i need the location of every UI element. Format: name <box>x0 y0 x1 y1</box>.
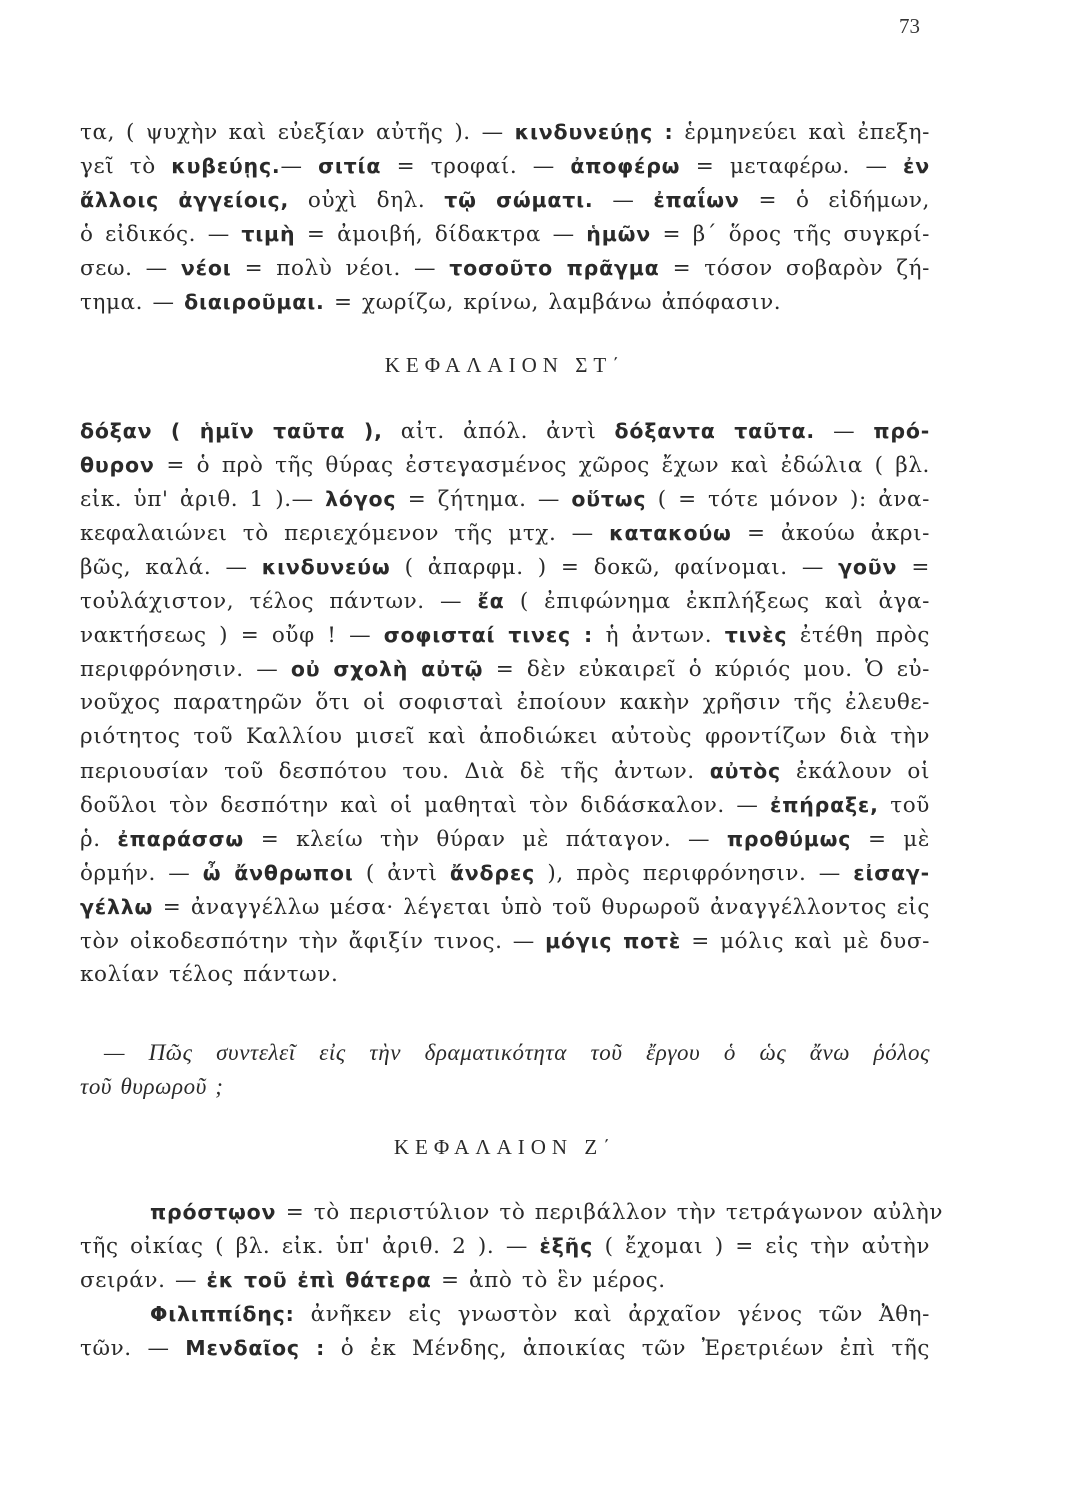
term: κατακούω <box>609 521 732 545</box>
term: λόγος <box>325 487 397 511</box>
term: ἄλλοις ἀγγείοις, <box>80 188 290 212</box>
term: τοσοῦτο πρᾶγμα <box>449 256 660 280</box>
text-line: δόξαν ( ἡμῖν ταῦτα ), αἰτ. ἀπόλ. ἀντὶ δόξαντα ταῦτα. — πρό- <box>80 419 931 444</box>
text-line: τα, ( ψυχὴν καὶ εὐεξίαν αὐτῆς ). — κινδυνεύῃς : ἑρμηνεύει καὶ ἐπεξη- <box>80 120 930 145</box>
term: κινδυνεύῃς : <box>514 120 674 144</box>
term: οὕτως <box>571 487 647 511</box>
text-line: τῶν. — Μενδαῖος : ὁ ἐκ Μένδης, ἀποικίας τῶν Ἐρετριέων ἐπὶ τῆς <box>80 1336 930 1361</box>
term: νέοι <box>180 256 232 280</box>
text-line: περιουσίαν τοῦ δεσπότου του. Διὰ δὲ τῆς ἀντων. αὐτὸς ἐκάλουν οἱ <box>80 759 930 784</box>
term: ἐν <box>903 154 931 178</box>
term: δόξαντα ταῦτα. <box>614 419 816 443</box>
text-line: ἄλλοις ἀγγείοις, οὐχὶ δηλ. τῷ σώματι. — ἐπαΐων = ὁ εἰδήμων, <box>80 188 930 213</box>
term: μόγις ποτὲ <box>545 929 682 953</box>
text-line: ὁρμήν. — ὦ ἄνθρωποι ( ἀντὶ ἄνδρες ), πρὸς περιφρόνησιν. — εἰσαγ- <box>80 861 930 886</box>
text-line: τημα. — διαιροῦμαι. = χωρίζω, κρίνω, λαμβάνω ἀπόφασιν. <box>80 290 782 315</box>
term: πρό- <box>873 419 931 443</box>
term: πρόστῳον <box>150 1200 277 1224</box>
text-line: σειράν. — ἐκ τοῦ ἐπὶ θάτερα = ἀπὸ τὸ ἓν μέρος. <box>80 1268 666 1293</box>
term: Φιλιππίδης: <box>150 1302 295 1326</box>
term: Μενδαῖος : <box>185 1336 326 1360</box>
term: οὐ σχολὴ αὐτῷ <box>290 657 484 681</box>
text-line: δοῦλοι τὸν δεσπότην καὶ οἱ μαθηταὶ τὸν διδάσκαλον. — ἐπήραξε, τοῦ <box>80 793 930 818</box>
page-text-column <box>80 0 944 1500</box>
term: ἐπαΐων <box>653 188 740 212</box>
term: ἐπαράσσω <box>117 827 245 851</box>
text-line: θυρον = ὁ πρὸ τῆς θύρας ἐστεγασμένος χῶρος ἔχων καὶ ἐδώλια ( βλ. <box>80 453 930 478</box>
page-number: 73 <box>899 14 920 38</box>
text-line: Φιλιππίδης: ἀνῆκεν εἰς γνωστὸν καὶ ἀρχαῖον γένος τῶν Ἀθη- <box>150 1302 930 1327</box>
text-line: σεω. — νέοι = πολὺ νέοι. — τοσοῦτο πρᾶγμα = τόσον σοβαρὸν ζή- <box>80 256 930 281</box>
term: θυρον <box>80 453 155 477</box>
term: κινδυνεύω <box>261 555 391 579</box>
term: γοῦν <box>838 555 898 579</box>
text-line: νακτήσεως ) = οὔφ ! — σοφισταί τινες : ἡ ἀντων. τινὲς ἐτέθη πρὸς <box>80 623 930 648</box>
text-line: τοὐλάχιστον, τέλος πάντων. — ἔα ( ἐπιφώνημα ἐκπλήξεως καὶ ἀγα- <box>80 589 930 614</box>
text-line: ῥ. ἐπαράσσω = κλείω τὴν θύραν μὲ πάταγον. — προθύμως = μὲ <box>80 827 931 852</box>
term: γέλλω <box>80 895 154 919</box>
term: ἑξῆς <box>539 1234 594 1258</box>
text-line: νοῦχος παρατηρῶν ὅτι οἱ σοφισταὶ ἐποίουν κακὴν χρῆσιν τῆς ἐλευθε- <box>80 690 930 715</box>
chapter-heading: ΚΕΦΑΛΑΙΟΝ ΣΤ΄ <box>384 353 626 377</box>
term: ἡμῶν <box>586 222 651 246</box>
term: ὦ ἄνθρωποι <box>202 861 354 885</box>
term: τινὲς <box>724 623 788 647</box>
term: τῷ σώματι. <box>444 188 594 212</box>
term: ἀποφέρω <box>570 154 681 178</box>
term: ἐκ τοῦ ἐπὶ θάτερα <box>206 1268 432 1292</box>
text-line: περιφρόνησιν. — οὐ σχολὴ αὐτῷ = δὲν εὐκαιρεῖ ὁ κύριός μου. Ὁ εὐ- <box>80 657 930 682</box>
text-line: τὸν οἰκοδεσπότην τὴν ἄφιξίν τινος. — μόγις ποτὲ = μόλις καὶ μὲ δυσ- <box>80 929 930 954</box>
term: σοφισταί τινες : <box>383 623 594 647</box>
text-line: βῶς, καλά. — κινδυνεύω ( ἀπαρφμ. ) = δοκῶ, φαίνομαι. — γοῦν = <box>80 555 930 580</box>
text-line: ὁ εἰδικός. — τιμὴ = ἀμοιβή, δίδακτρα — ἡμῶν = β΄ ὅρος τῆς συγκρί- <box>80 222 931 247</box>
question-line: — Πῶς συντελεῖ εἰς τὴν δραματικότητα τοῦ ἔργου ὁ ὡς ἄνω ῥόλος <box>104 1040 930 1065</box>
text-line: ριότητος τοῦ Καλλίου μισεῖ καὶ ἀποδιώκει αὐτοὺς φροντίζων διὰ τὴν <box>80 724 930 749</box>
term: ἔα <box>477 589 505 613</box>
term: διαιροῦμαι. <box>184 290 325 314</box>
term: δόξαν ( ἡμῖν ταῦτα ), <box>80 419 383 443</box>
term: ἄνδρες <box>449 861 536 885</box>
term: αὐτὸς <box>709 759 781 783</box>
text-line: γεῖ τὸ κυβεύῃς.— σιτία = τροφαί. — ἀποφέρω = μεταφέρω. — ἐν <box>80 154 931 179</box>
text-line: τῆς οἰκίας ( βλ. εἰκ. ὑπ' ἀριθ. 2 ). — ἑξῆς ( ἔχομαι ) = εἰς τὴν αὐτὴν <box>80 1234 931 1259</box>
term: τιμὴ <box>241 222 296 246</box>
term: κυβεύῃς. <box>171 154 281 178</box>
text-line: γέλλω = ἀναγγέλλω μέσα· λέγεται ὑπὸ τοῦ θυρωροῦ ἀναγγέλλοντος εἰς <box>80 895 930 920</box>
term: προθύμως <box>726 827 852 851</box>
chapter-heading: ΚΕΦΑΛΑΙΟΝ Ζ΄ <box>393 1135 617 1159</box>
text-line: κεφαλαιώνει τὸ περιεχόμενον τῆς μτχ. — κατακούω = ἀκούω ἀκρι- <box>80 521 930 546</box>
term: ἐπήραξε, <box>770 793 879 817</box>
text-line: πρόστῳον = τὸ περιστύλιον τὸ περιβάλλον τὴν τετράγωνον αὐλὴν <box>150 1200 944 1225</box>
text-line: εἰκ. ὑπ' ἀριθ. 1 ).— λόγος = ζήτημα. — οὕτως ( = τότε μόνον ): ἀνα- <box>80 487 930 512</box>
term: σιτία <box>318 154 382 178</box>
term: εἰσαγ- <box>853 861 930 885</box>
text-line: κολίαν τέλος πάντων. <box>80 962 339 987</box>
question-line: τοῦ θυρωροῦ ; <box>80 1074 224 1099</box>
